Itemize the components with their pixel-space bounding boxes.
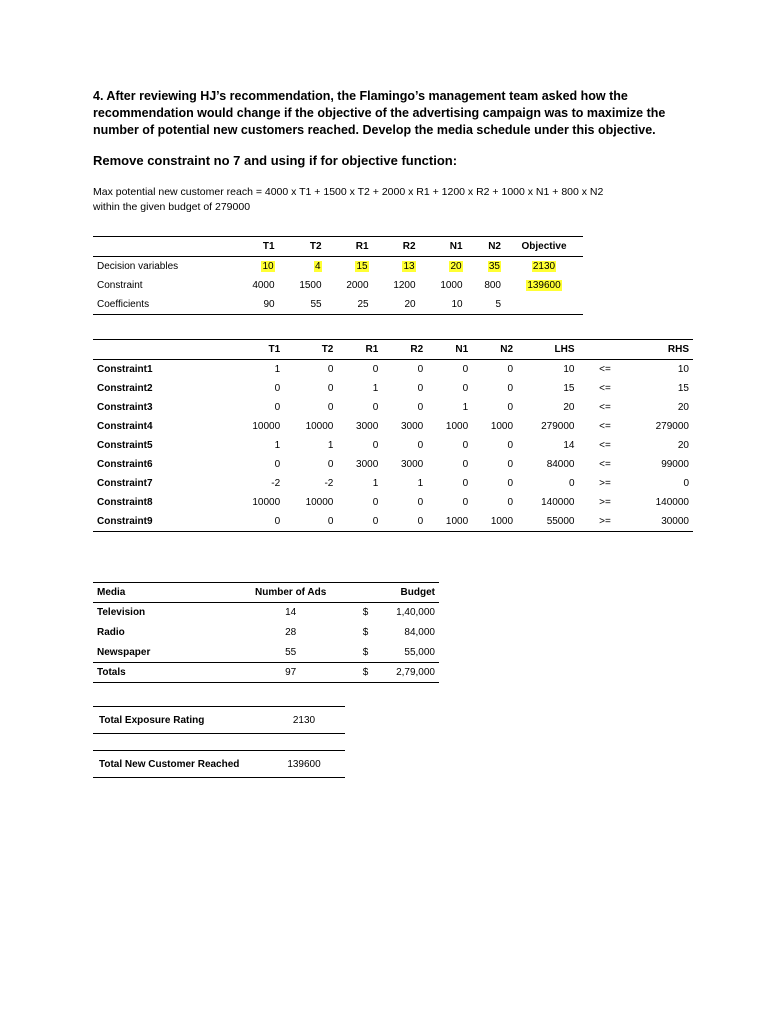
table-cell: 0 (417, 440, 424, 451)
row-label: Constraint5 (97, 440, 153, 451)
table-cell (373, 257, 420, 277)
table-cell: 0 (417, 497, 424, 508)
row-label: Newspaper (97, 646, 151, 658)
table-row (93, 257, 583, 277)
table-cell: 0 (327, 402, 334, 413)
table-cell: 0 (568, 478, 575, 489)
row-label: Television (97, 607, 146, 619)
table-cell: 0 (417, 402, 424, 413)
table-cell (505, 295, 583, 315)
table-cell: 15 (677, 383, 689, 394)
operator-cell: <= (599, 383, 611, 394)
table-cell: 1000 (490, 421, 514, 432)
media-budget-table (93, 582, 439, 683)
table-cell (420, 257, 467, 277)
column-header: LHS (517, 340, 578, 360)
table-cell: 3000 (356, 459, 379, 470)
table-cell: 90 (232, 295, 279, 315)
row-label: Constraint7 (97, 478, 153, 489)
table-cell: 0 (507, 497, 514, 508)
table-cell: 55 (285, 646, 297, 658)
table-cell: 0 (462, 459, 469, 470)
table-cell: 0 (274, 459, 281, 470)
column-header: N1 (427, 340, 472, 360)
table-cell: 20 (373, 295, 420, 315)
table-cell: 0 (382, 512, 427, 532)
table-cell: 15 (563, 383, 575, 394)
table-cell: 10 (420, 295, 467, 315)
table-cell: 279000 (541, 421, 575, 432)
table-cell: 1000 (427, 512, 472, 532)
table-row (93, 379, 693, 398)
table-row (93, 455, 693, 474)
table-row (93, 643, 439, 663)
table-cell: 97 (231, 663, 350, 683)
table-cell: 2000 (346, 280, 369, 291)
decision-table (93, 236, 583, 315)
table-cell: 25 (326, 295, 373, 315)
table-cell: 0 (507, 478, 514, 489)
table-cell: 0 (372, 364, 379, 375)
highlighted-value: 2130 (532, 261, 556, 272)
table-cell: 14 (563, 440, 575, 451)
table-cell: 0 (327, 364, 334, 375)
highlighted-value: 10 (262, 261, 274, 272)
exposure-summary (93, 706, 345, 734)
table-cell: 0 (372, 497, 379, 508)
table-cell: 0 (231, 512, 284, 532)
table-cell: 1000 (440, 280, 463, 291)
table-cell (279, 257, 326, 277)
column-header: R2 (373, 237, 420, 257)
table-row (93, 623, 439, 643)
column-header: T1 (232, 237, 279, 257)
column-header: T2 (284, 340, 337, 360)
column-header: Media (93, 583, 231, 603)
table-cell: 10000 (305, 421, 334, 432)
table-cell: 1 (274, 364, 281, 375)
table-cell: 30000 (632, 512, 694, 532)
table-header-row (93, 583, 439, 603)
row-label: Constraint1 (97, 364, 153, 375)
table-cell (232, 257, 279, 277)
table-cell: 0 (507, 383, 514, 394)
table-cell: 84000 (546, 459, 575, 470)
table-cell: 1 (274, 440, 281, 451)
table-cell: 0 (507, 402, 514, 413)
table-cell: 800 (484, 280, 501, 291)
highlighted-value: 13 (403, 261, 415, 272)
highlighted-value: 35 (488, 261, 500, 272)
table-cell: 20 (677, 402, 689, 413)
constraint-table (93, 339, 693, 532)
operator-cell: >= (599, 497, 611, 508)
table-cell: 0 (507, 364, 514, 375)
table-row (93, 603, 439, 623)
reach-summary (93, 750, 345, 778)
column-header: Budget (350, 583, 439, 603)
currency-symbol: $ (362, 627, 369, 638)
subheading: Remove constraint no 7 and using if for objective function: (93, 153, 458, 168)
table-row (93, 360, 693, 380)
table-cell: 0 (417, 383, 424, 394)
table-cell (505, 276, 583, 295)
table-cell: 10000 (305, 497, 334, 508)
table-cell: 0 (327, 383, 334, 394)
column-header: R1 (337, 340, 382, 360)
table-cell: 1 (327, 440, 334, 451)
table-cell: 20 (677, 440, 689, 451)
table-cell: -2 (324, 478, 334, 489)
table-cell: 1000 (445, 421, 469, 432)
operator-cell: >= (599, 478, 611, 489)
table-cell: 1 (417, 478, 424, 489)
table-cell: 0 (337, 512, 382, 532)
table-cell: 10 (677, 364, 689, 375)
row-label: Constraint2 (97, 383, 153, 394)
row-label: Totals (93, 663, 231, 683)
table-cell: 84,000 (404, 627, 435, 638)
table-row (93, 436, 693, 455)
table-cell: 10000 (252, 421, 281, 432)
table-row (93, 474, 693, 493)
currency-symbol: $ (350, 663, 368, 683)
table-cell: 1 (372, 383, 379, 394)
reach-label: Total New Customer Reached (99, 758, 240, 770)
question-heading: 4. After reviewing HJ’s recommendation, the Flamingo’s management team asked how the recommendation would change if the objective of the advertising campaign was to maximize the number of potential new customers reached. Develop the media schedule under this objective. (93, 89, 666, 137)
table-cell: 4000 (252, 280, 275, 291)
column-header: N1 (420, 237, 467, 257)
column-header (579, 340, 632, 360)
table-cell: 0 (462, 440, 469, 451)
table-cell: 0 (462, 478, 469, 489)
exposure-value: 2130 (292, 714, 316, 726)
table-cell: 0 (417, 364, 424, 375)
table-cell: 140000 (541, 497, 575, 508)
table-cell: 14 (285, 607, 297, 619)
table-cell: 10 (563, 364, 575, 375)
operator-cell: >= (579, 512, 632, 532)
table-cell: 55000 (517, 512, 578, 532)
column-header: RHS (632, 340, 694, 360)
column-header: R2 (382, 340, 427, 360)
table-cell: 0 (507, 440, 514, 451)
table-cell: 0 (284, 512, 337, 532)
table-row (93, 417, 693, 436)
column-header: N2 (472, 340, 517, 360)
table-cell: 279000 (655, 421, 689, 432)
table-cell: 0 (462, 497, 469, 508)
column-header: T1 (231, 340, 284, 360)
row-label: Constraint9 (93, 512, 231, 532)
table-cell: 5 (467, 295, 505, 315)
currency-symbol: $ (362, 646, 369, 658)
table-header-row (93, 340, 693, 360)
row-label: Constraint8 (97, 497, 153, 508)
table-cell: 55,000 (404, 646, 435, 658)
table-cell: 0 (274, 402, 281, 413)
operator-cell: <= (599, 421, 611, 432)
row-label: Constraint (97, 280, 143, 291)
table-cell: 99000 (661, 459, 689, 470)
table-cell: 140000 (655, 497, 689, 508)
table-cell: 1000 (472, 512, 517, 532)
table-cell: 0 (462, 383, 469, 394)
formula-line-1: Max potential new customer reach = 4000 x T1 + 1500 x T2 + 2000 x R1 + 1200 x R2 + 1000 x N1 + 800 x N2 (93, 186, 604, 198)
table-cell: -2 (271, 478, 281, 489)
row-label: Radio (97, 627, 125, 638)
column-header: Objective (505, 237, 583, 257)
row-label: Constraint6 (97, 459, 153, 470)
formula-line-2: within the given budget of 279000 (93, 201, 251, 213)
highlighted-value: 4 (315, 261, 321, 272)
column-header: T2 (279, 237, 326, 257)
column-header (93, 340, 231, 360)
objective-formula (93, 185, 693, 215)
table-cell: 1 (462, 402, 469, 413)
table-cell: 10000 (252, 497, 281, 508)
table-cell: 3000 (356, 421, 379, 432)
table-cell: 1,40,000 (396, 607, 435, 619)
operator-cell: <= (599, 440, 611, 451)
column-header: R1 (326, 237, 373, 257)
operator-cell: <= (599, 364, 611, 375)
table-cell (505, 257, 583, 277)
table-cell: 0 (462, 364, 469, 375)
table-row (93, 493, 693, 512)
table-cell: 0 (372, 402, 379, 413)
row-label: Decision variables (97, 261, 179, 272)
table-row (93, 276, 583, 295)
column-header (93, 237, 232, 257)
operator-cell: <= (599, 402, 611, 413)
table-cell: 1200 (393, 280, 416, 291)
table-cell: 0 (683, 478, 689, 489)
table-cell: 0 (372, 440, 379, 451)
table-cell: 1 (372, 478, 379, 489)
highlighted-value: 15 (356, 261, 368, 272)
highlighted-value: 139600 (527, 280, 561, 291)
table-cell (467, 257, 505, 277)
table-row (93, 398, 693, 417)
table-cell: 3000 (400, 459, 424, 470)
table-cell: 0 (507, 459, 514, 470)
currency-symbol: $ (362, 607, 369, 619)
table-cell: 28 (285, 627, 297, 638)
highlighted-value: 20 (450, 261, 462, 272)
totals-row (93, 663, 439, 683)
reach-value: 139600 (287, 758, 321, 770)
exposure-label: Total Exposure Rating (99, 714, 205, 726)
table-row (93, 512, 693, 532)
table-cell: 3000 (400, 421, 424, 432)
column-header: Number of Ads (231, 583, 350, 603)
column-header: N2 (467, 237, 505, 257)
table-cell: 1500 (299, 280, 322, 291)
table-cell: 2,79,000 (368, 663, 439, 683)
table-cell: 55 (279, 295, 326, 315)
row-label: Constraint4 (97, 421, 153, 432)
operator-cell: <= (599, 459, 611, 470)
table-row (93, 295, 583, 315)
table-cell: 0 (327, 459, 334, 470)
row-label: Constraint3 (97, 402, 153, 413)
table-cell: 0 (274, 383, 281, 394)
row-label: Coefficients (93, 295, 232, 315)
table-cell (326, 257, 373, 277)
table-header-row (93, 237, 583, 257)
table-cell: 20 (563, 402, 575, 413)
